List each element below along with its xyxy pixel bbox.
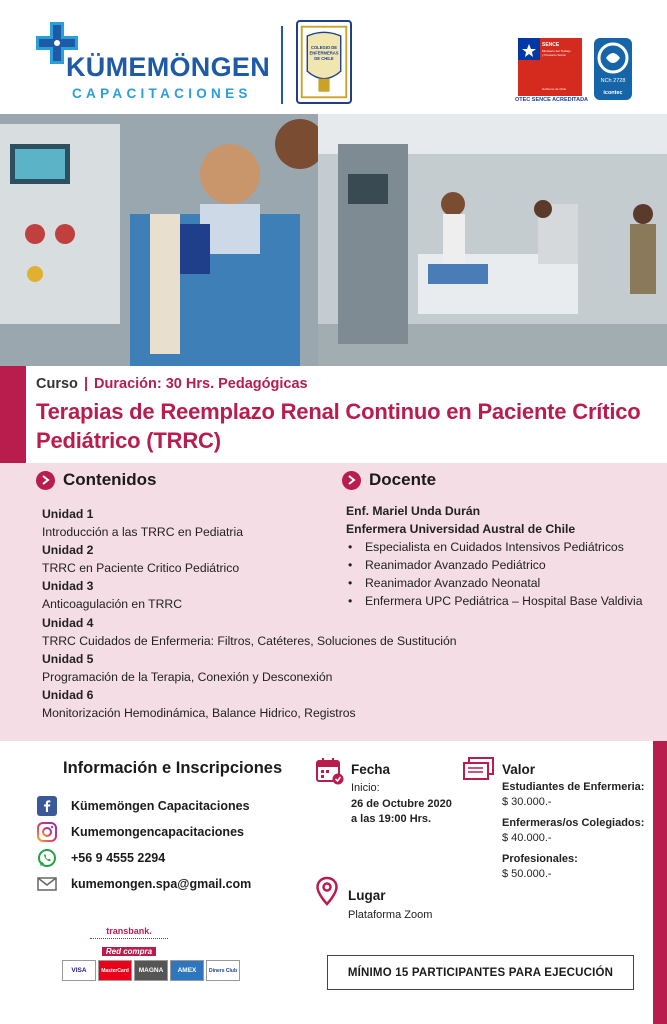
course-title: Terapias de Reemplazo Renal Continuo en Paciente Crítico Pediátrico (TRRC) [36,399,641,453]
svg-text:Gobierno de Chile: Gobierno de Chile [542,87,567,91]
transbank-logo [90,926,168,959]
contenidos-heading [36,470,157,490]
docente-heading-label: Docente [369,470,437,489]
diners-card-icon: Diners Club [206,960,240,981]
price-value: $ 40.000.- [502,832,552,844]
unit-text: Anticoagulación en TRRC [42,597,183,612]
course-label: Curso [36,376,78,392]
docente-name: Enf. Mariel Unda Durán [346,504,481,518]
unit-label: Unidad 4 [42,615,94,630]
header [0,0,667,114]
magna-card-icon: MAGNA [134,960,168,981]
unit-text: Introducción a las TRRC en Pediatria [42,525,243,540]
svg-text:DE CHILE: DE CHILE [314,56,334,62]
fecha-details [351,781,452,828]
accent-bar-right [653,741,667,1024]
photo-band [0,114,667,366]
unit-label: Unidad 1 [42,507,94,521]
photo-pediatric-dialysis [0,114,318,366]
lugar-place: Plataforma Zoom [348,909,433,921]
facebook-icon [36,795,58,817]
whatsapp-label: +56 9 4555 2294 [71,851,166,865]
price-label: Enfermeras/os Colegiados: [502,817,645,829]
svg-text:NCh 2728: NCh 2728 [600,78,626,84]
list-item: • Enfermera UPC Pediátrica – Hospital Base Valdivia [346,592,643,610]
fecha-inicio-label: Inicio: [351,782,380,794]
course-separator: | [83,376,88,392]
svg-text:SENCE: SENCE [542,42,560,48]
contact-instagram[interactable] [36,821,244,843]
info-heading: Información e Inscripciones [63,759,283,777]
chevron-right-icon [342,471,361,490]
calendar-icon [316,757,344,785]
svg-text:ENFERMERAS: ENFERMERAS [309,50,339,56]
sence-logo-icon [518,38,582,96]
svg-text:icontec: icontec [603,90,623,96]
colegio-enfermeras-seal [296,20,352,104]
course-duration: Duración: 30 Hrs. Pedagógicas [94,376,308,392]
accent-bar-left [0,366,26,463]
ticket-icon [463,757,495,781]
visa-card-icon: VISA [62,960,96,981]
envelope-icon [36,873,58,895]
unit-text: Programación de la Terapia, Conexión y Desconexión [42,669,333,684]
docente-role: Enfermera Universidad Austral de Chile [346,522,576,537]
unit-label: Unidad 5 [42,651,94,666]
email-label: kumemongen.spa@gmail.com [71,877,252,891]
instagram-label: Kumemongencapacitaciones [71,825,244,839]
valor-heading: Valor [502,762,536,777]
price-value: $ 30.000.- [502,796,552,808]
svg-text:COLEGIO DE: COLEGIO DE [310,45,338,50]
header-divider [281,26,283,104]
unit-label: Unidad 2 [42,543,94,558]
mastercard-icon: MasterCard [98,960,132,981]
unit-text: Monitorización Hemodinámica, Balance Hidrico, Registros [42,706,356,721]
svg-text:y Previsión Social: y Previsión Social [542,53,566,57]
contact-facebook[interactable] [36,795,250,817]
price-value: $ 50.000.- [502,868,552,880]
minimum-participants-notice: MÍNIMO 15 PARTICIPANTES PARA EJECUCIÓN [327,955,634,990]
amex-card-icon: AMEX [170,960,204,981]
unit-label: Unidad 6 [42,687,94,702]
facebook-label: Kümemöngen Capacitaciones [71,799,250,813]
svg-text:Ministerio del Trabajo: Ministerio del Trabajo [542,49,571,53]
contenidos-heading-label: Contenidos [63,470,157,489]
contact-whatsapp[interactable] [36,847,165,869]
docente-heading [342,470,436,490]
icontec-emblem-icon [594,38,632,100]
list-item: • Reanimador Avanzado Neonatal [346,574,643,592]
location-pin-icon [315,876,339,906]
unit-label: Unidad 3 [42,579,94,594]
seal-emblem-icon [298,22,350,102]
lugar-heading: Lugar [348,888,386,903]
redcompra-label: Red compra [102,947,156,956]
price-label: Estudiantes de Enfermeria: [502,781,645,793]
brand-subtitle: CAPACITACIONES [72,86,252,101]
contact-email[interactable] [36,873,251,895]
fecha-time: a las 19:00 Hrs. [351,813,432,825]
docente-credentials [346,538,643,610]
price-label: Profesionales: [502,853,578,865]
transbank-label: transbank. [106,926,152,936]
fecha-date: 26 de Octubre 2020 [351,797,452,810]
photo-icu-ward [318,114,667,366]
sence-caption: OTEC SENCE ACREDITADA [515,97,589,103]
list-item: • Reanimador Avanzado Pediátrico [346,556,643,574]
fecha-heading: Fecha [351,762,391,777]
unit-text: TRRC Cuidados de Enfermeria: Filtros, Catéteres, Soluciones de Sustitución [42,633,457,648]
course-meta [36,376,308,392]
chevron-right-icon [36,471,55,490]
valor-prices [502,780,644,882]
icontec-logo [594,38,632,100]
docente-block [346,502,643,611]
brand-name: KÜMEMÖNGEN [66,52,270,82]
payment-cards [62,960,240,981]
unit-text: TRRC en Paciente Critico Pediátrico [42,561,240,576]
whatsapp-icon [36,847,58,869]
list-item: • Especialista en Cuidados Intensivos Pediátricos [346,538,643,556]
instagram-icon [36,821,58,843]
